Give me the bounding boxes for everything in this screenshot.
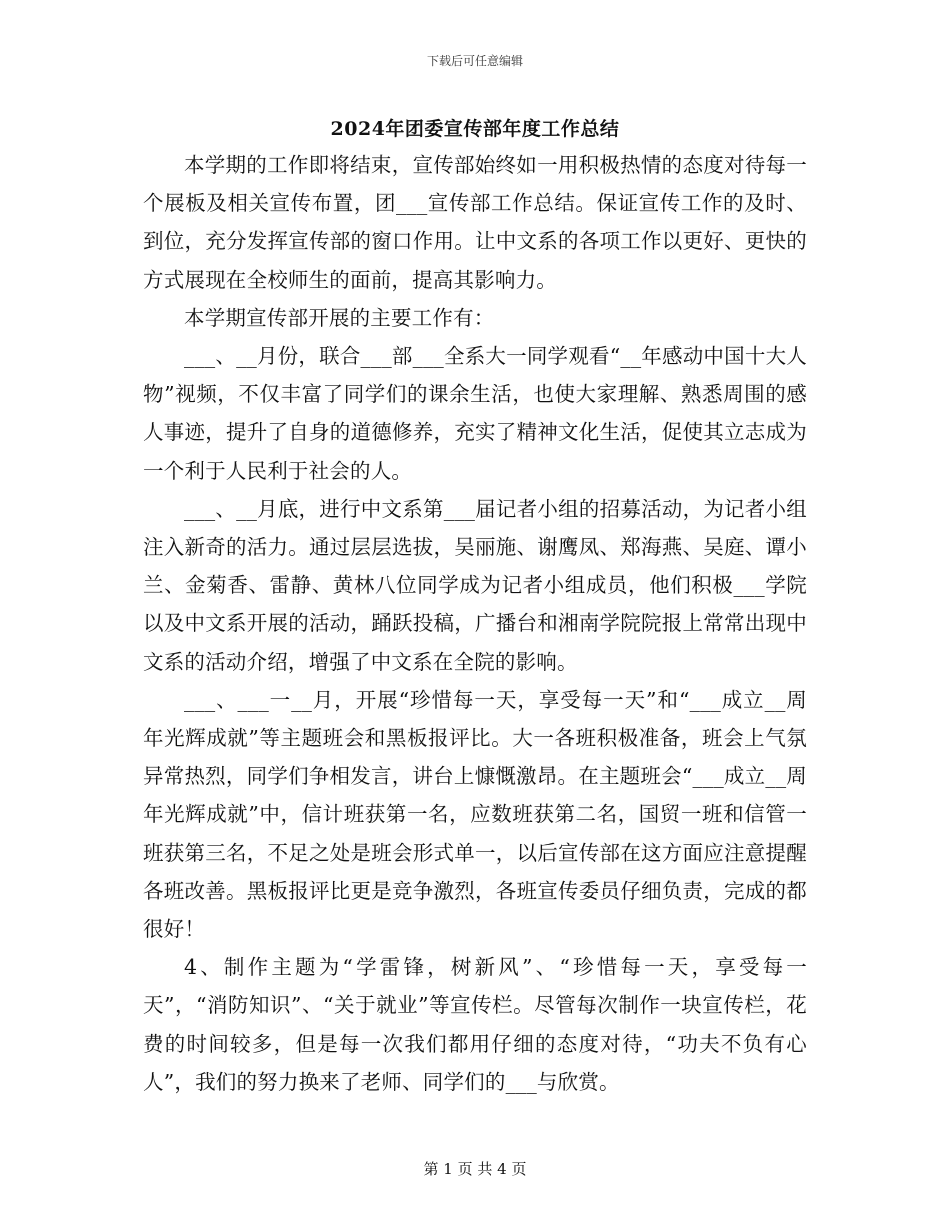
header-note: 下载后可任意编辑 xyxy=(426,54,523,68)
document-title: 2024年团委宣传部年度工作总结 xyxy=(330,118,620,140)
paragraph-item-3: ___、___一__月，开展“珍惜每一天，享受每一天”和“___成立__周年光辉成就”等主题班会和黑板报评比。大一各班积极准备，班会上气氛异常热烈，同学们争相发言，讲台上慷慨激昂。在主题班会“___成立__周年光辉成就”中，信计班获第一名，应数班获第二名，国贸一班和信管一班获第三名，不足之处是班会形式单一，以后宣传部在这方面应注意提醒各班改善。黑板报评比更是竞争激烈，各班宣传委员仔细负责，完成的都很好！ xyxy=(143,687,807,942)
paragraph-item-2: ___、__月底，进行中文系第___届记者小组的招募活动，为记者小组注入新奇的活力。通过层层选拔，吴丽施、谢鹰凤、郑海燕、吴庭、谭小兰、金菊香、雷静、黄林八位同学成为记者小组成员，他们积极___学院以及中文系开展的活动，踊跃投稿，广播台和湘南学院院报上常常出现中文系的活动介绍，增强了中文系在全院的影响。 xyxy=(143,496,807,674)
paragraph-intro: 本学期的工作即将结束，宣传部始终如一用积极热情的态度对待每一个展板及相关宣传布置，团___宣传部工作总结。保证宣传工作的及时、到位，充分发挥宣传部的窗口作用。让中文系的各项工作以更好、更快的方式展现在全校师生的面前，提高其影响力。 xyxy=(143,153,807,292)
paragraph-item-4: 4、制作主题为“学雷锋，树新风”、“珍惜每一天，享受每一天”，“消防知识”、“关于就业”等宣传栏。尽管每次制作一块宣传栏，花费的时间较多，但是每一次我们都用仔细的态度对待，“功夫不负有心人”，我们的努力换来了老师、同学们的___与欣赏。 xyxy=(143,955,807,1094)
document-body xyxy=(143,146,807,1101)
paragraph-main-work-heading: 本学期宣传部开展的主要工作有： xyxy=(184,305,495,330)
page-footer: 第 1 页 共 4 页 xyxy=(423,1160,527,1178)
paragraph-item-1: ___、__月份，联合___部___全系大一同学观看“__年感动中国十大人物”视频，不仅丰富了同学们的课余生活，也使大家理解、熟悉周围的感人事迹，提升了自身的道德修养，充实了精神文化生活，促使其立志成为一个利于人民利于社会的人。 xyxy=(143,344,807,483)
